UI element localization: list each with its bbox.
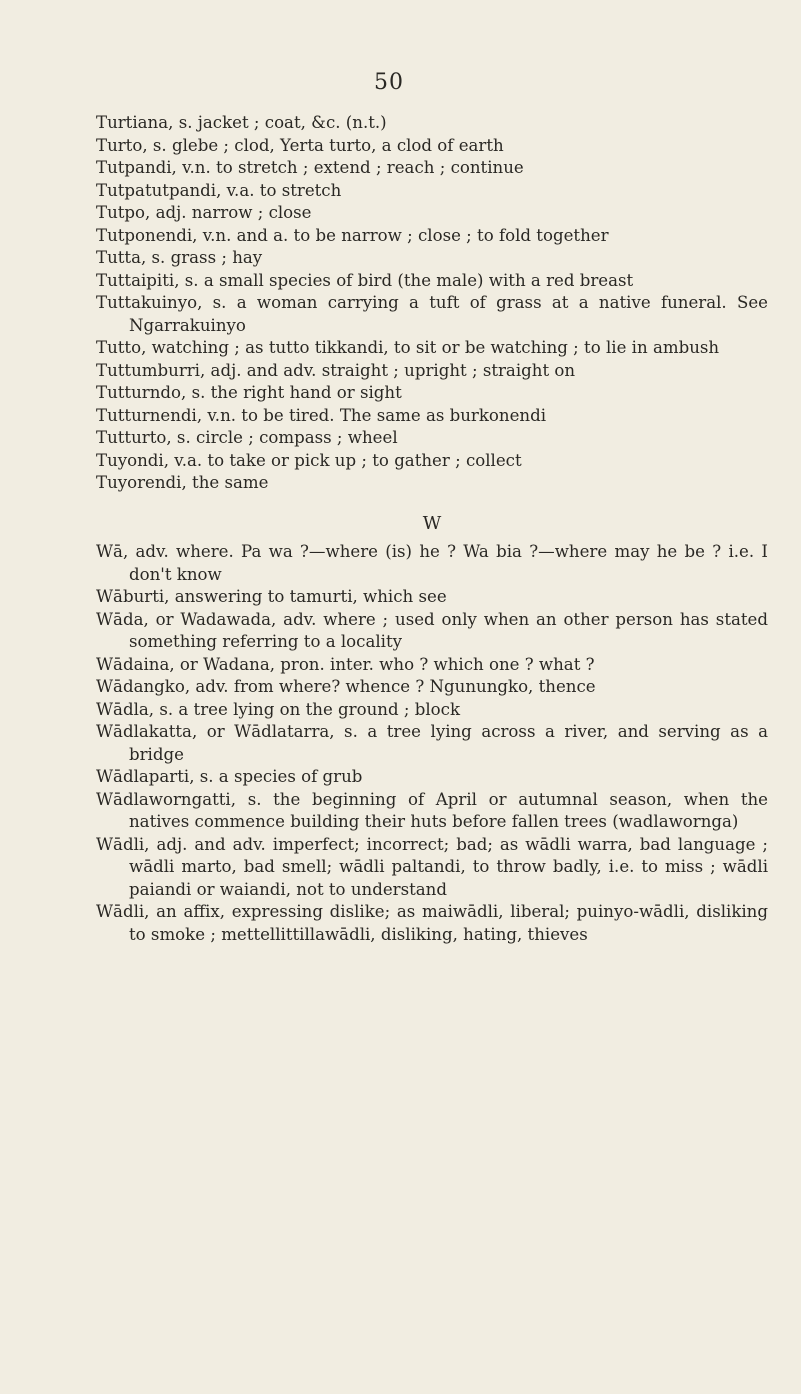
headword: Wādaina, <box>96 654 175 674</box>
headword: Tutpandi, <box>96 158 177 177</box>
dictionary-entry <box>96 654 768 677</box>
headword: Tutta, <box>96 248 147 267</box>
dictionary-entry <box>96 472 768 495</box>
definition: s. the beginning of April or autumnal season, when the natives commence building their huts before fallen trees (wadlawornga) <box>129 789 768 831</box>
dictionary-entry <box>96 541 768 586</box>
dictionary-entry <box>96 405 768 428</box>
headword: Wāda, <box>96 609 149 629</box>
dictionary-entry <box>96 225 768 248</box>
definition: or Wādlatarra, s. a tree lying across a river, and serving as a bridge <box>129 722 768 764</box>
dictionary-entry <box>96 157 768 180</box>
dictionary-entry <box>96 609 768 654</box>
definition: s. jacket ; coat, &c. (n.t.) <box>173 113 387 132</box>
headword: Tuyondi, <box>96 450 170 470</box>
headword: Wādlaparti, <box>96 767 195 786</box>
definition: the same <box>186 473 269 492</box>
definition: s. circle ; compass ; wheel <box>171 428 398 447</box>
headword: Wādla, <box>96 699 155 719</box>
section-letter: W <box>422 512 442 534</box>
definition: or Wadana, pron. inter. who ? which one ? what ? <box>174 654 595 674</box>
headword: Wādangko, <box>96 677 191 696</box>
headword: Wā, <box>96 542 129 561</box>
dictionary-entry <box>96 360 768 383</box>
headword: Wādli, <box>96 834 150 854</box>
definition: s. glebe ; clod, Yerta turto, a clod of earth <box>147 135 504 155</box>
headword: Wādlakatta, <box>96 722 198 741</box>
definition: v.n. to be tired. The same as burkonendi <box>202 405 547 425</box>
definition: answering to tamurti, which see <box>169 587 447 606</box>
headword: Wādlaworngatti, <box>96 789 237 809</box>
definition: s. a tree lying on the ground ; block <box>154 699 460 719</box>
dictionary-entry <box>96 135 768 158</box>
definition: adv. where. Pa wa ?—where (is) he ? Wa bia ?—where may he be ? i.e. I don't know <box>128 542 768 584</box>
headword: Wādli, <box>96 902 150 921</box>
headword: Tutponendi, <box>96 225 198 245</box>
dictionary-entry <box>96 270 768 293</box>
definition: s. grass ; hay <box>146 248 263 267</box>
definition: v.n. to stretch ; extend ; reach ; continue <box>176 158 524 177</box>
dictionary-entry <box>96 699 768 722</box>
dictionary-entry <box>96 247 768 270</box>
dictionary-entry <box>96 901 768 946</box>
dictionary-entry <box>96 202 768 225</box>
headword: Tutpatutpandi, <box>96 180 222 200</box>
definition: s. a species of grub <box>194 767 363 786</box>
headword: Tutturto, <box>96 428 172 447</box>
dictionary-entry <box>96 766 768 789</box>
definition: watching ; as tutto tikkandi, to sit or be watching ; to lie in ambush <box>146 338 720 357</box>
headword: Tuttumburri, <box>96 360 206 380</box>
headword: Tutto, <box>96 338 147 357</box>
dictionary-entry <box>96 337 768 360</box>
dictionary-entry <box>96 382 768 405</box>
definition: s. a woman carrying a tuft of grass at a native funeral. See Ngarrakuinyo <box>129 293 768 335</box>
dictionary-entry <box>96 586 768 609</box>
dictionary-entry <box>96 450 768 473</box>
headword: Turto, <box>96 135 148 155</box>
headword: Tuttaipiti, <box>96 270 180 290</box>
headword: Wāburti, <box>96 587 170 606</box>
definition: or Wadawada, adv. where ; used only when an other person has stated something referring to a locality <box>129 609 768 651</box>
dictionary-entry <box>96 676 768 699</box>
definition: adj. and adv. straight ; upright ; straight on <box>205 360 576 380</box>
headword: Tuyorendi, <box>96 473 187 492</box>
headword: Tutturndo, <box>96 383 187 402</box>
dictionary-entry <box>96 427 768 450</box>
definition: v.a. to take or pick up ; to gather ; collect <box>169 450 522 470</box>
headword: Turtiana, <box>96 113 174 132</box>
definition: an affix, expressing dislike; as maiwādli, liberal; puinyo-wādli, disliking to smoke ; mettellittillawādli, disliking, hating, thieves <box>129 902 768 944</box>
dictionary-entry <box>96 112 768 135</box>
definition: adv. from where? whence ? Ngunungko, thence <box>190 677 596 696</box>
page-number: 50 <box>374 70 404 95</box>
dictionary-entries <box>96 112 768 946</box>
definition: v.n. and a. to be narrow ; close ; to fold together <box>197 225 609 245</box>
dictionary-entry <box>96 789 768 834</box>
definition: s. the right hand or sight <box>186 383 402 402</box>
dictionary-entry <box>96 834 768 902</box>
dictionary-entry <box>96 180 768 203</box>
definition: adj. and adv. imperfect; incorrect; bad; as wādli warra, bad language ; wādli marto, bad smell; wādli paltandi, to throw badly, i.e. to miss ; wādli paiandi or waiandi, not to understand <box>129 834 768 899</box>
dictionary-entry <box>96 721 768 766</box>
headword: Tuttakuinyo, <box>96 293 203 312</box>
headword: Tutturnendi, <box>96 405 203 425</box>
definition: adj. narrow ; close <box>150 203 312 222</box>
dictionary-entry <box>96 292 768 337</box>
definition: s. a small species of bird (the male) with a red breast <box>179 270 634 290</box>
headword: Tutpo, <box>96 203 151 222</box>
definition: v.a. to stretch <box>221 180 342 200</box>
